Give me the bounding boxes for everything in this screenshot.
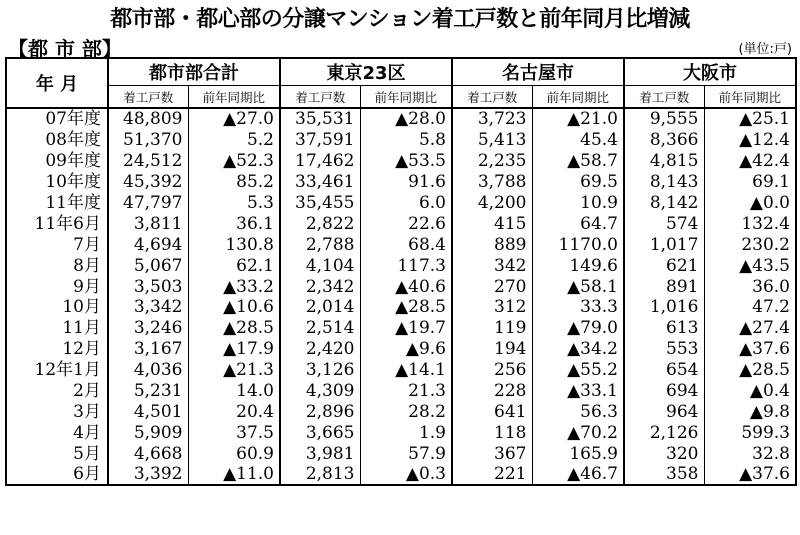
row-label: 10月 bbox=[62, 297, 101, 318]
starts-cell: 47,797 bbox=[108, 193, 188, 214]
starts-cell: 9,555 bbox=[624, 108, 704, 130]
yoy-cell: ▲43.5 bbox=[704, 255, 796, 276]
starts-cell: 2,788 bbox=[280, 234, 360, 255]
starts-cell: 342 bbox=[452, 255, 532, 276]
yoy-cell: ▲21.0 bbox=[532, 108, 624, 130]
yoy-cell: 21.3 bbox=[360, 381, 452, 402]
yoy-cell: 6.0 bbox=[360, 193, 452, 214]
section-label: 【都 市 部】 bbox=[8, 37, 122, 61]
starts-cell: 33,461 bbox=[280, 172, 360, 193]
yoy-cell: ▲28.5 bbox=[360, 297, 452, 318]
table-row bbox=[6, 255, 796, 276]
yoy-cell: ▲33.2 bbox=[188, 276, 280, 297]
starts-cell: 4,036 bbox=[108, 360, 188, 381]
starts-cell: 613 bbox=[624, 318, 704, 339]
row-label: 10年度 bbox=[45, 172, 101, 193]
starts-cell: 358 bbox=[624, 464, 704, 485]
yoy-cell: 37.5 bbox=[188, 422, 280, 443]
starts-cell: 4,815 bbox=[624, 151, 704, 172]
table-row bbox=[6, 401, 796, 422]
starts-cell: 320 bbox=[624, 443, 704, 464]
starts-cell: 256 bbox=[452, 360, 532, 381]
table-row bbox=[6, 213, 796, 234]
table-row bbox=[6, 443, 796, 464]
table-body bbox=[6, 108, 796, 485]
yoy-cell: 56.3 bbox=[532, 401, 624, 422]
row-label: 08年度 bbox=[45, 130, 101, 151]
starts-cell: 5,413 bbox=[452, 130, 532, 151]
table-row bbox=[6, 151, 796, 172]
row-label: 09年度 bbox=[45, 151, 101, 172]
yoy-cell: ▲11.0 bbox=[188, 464, 280, 485]
yoy-cell: 36.0 bbox=[704, 276, 796, 297]
yoy-cell: ▲25.1 bbox=[704, 108, 796, 130]
yoy-cell: ▲37.6 bbox=[704, 464, 796, 485]
yoy-cell: 5.2 bbox=[188, 130, 280, 151]
yoy-cell: ▲28.5 bbox=[188, 318, 280, 339]
yoy-cell: 1.9 bbox=[360, 422, 452, 443]
starts-cell: 3,246 bbox=[108, 318, 188, 339]
starts-cell: 3,981 bbox=[280, 443, 360, 464]
yoy-cell: ▲0.3 bbox=[360, 464, 452, 485]
subheader-yoy: 前年同期比 bbox=[704, 86, 796, 109]
starts-cell: 2,235 bbox=[452, 151, 532, 172]
starts-cell: 2,822 bbox=[280, 213, 360, 234]
group-header: 東京23区 bbox=[280, 58, 452, 86]
subheader-starts: 着工戸数 bbox=[280, 86, 360, 109]
starts-cell: 3,665 bbox=[280, 422, 360, 443]
starts-cell: 2,514 bbox=[280, 318, 360, 339]
yoy-cell: ▲12.4 bbox=[704, 130, 796, 151]
subheader-yoy: 前年同期比 bbox=[360, 86, 452, 109]
yoy-cell: 62.1 bbox=[188, 255, 280, 276]
table-row bbox=[6, 381, 796, 402]
table-row bbox=[6, 297, 796, 318]
starts-cell: 2,126 bbox=[624, 422, 704, 443]
starts-cell: 654 bbox=[624, 360, 704, 381]
starts-cell: 621 bbox=[624, 255, 704, 276]
starts-cell: 3,503 bbox=[108, 276, 188, 297]
yoy-cell: ▲53.5 bbox=[360, 151, 452, 172]
row-label: 07年度 bbox=[45, 109, 101, 130]
starts-cell: 37,591 bbox=[280, 130, 360, 151]
yoy-cell: ▲34.2 bbox=[532, 339, 624, 360]
subheader-starts: 着工戸数 bbox=[452, 86, 532, 109]
starts-cell: 48,809 bbox=[108, 108, 188, 130]
starts-cell: 312 bbox=[452, 297, 532, 318]
row-label: 12年1月 bbox=[34, 360, 101, 381]
subheader-starts: 着工戸数 bbox=[108, 86, 188, 109]
starts-cell: 415 bbox=[452, 213, 532, 234]
yoy-cell: ▲14.1 bbox=[360, 360, 452, 381]
starts-cell: 1,017 bbox=[624, 234, 704, 255]
starts-cell: 694 bbox=[624, 381, 704, 402]
starts-cell: 4,668 bbox=[108, 443, 188, 464]
yoy-cell: ▲55.2 bbox=[532, 360, 624, 381]
starts-cell: 4,200 bbox=[452, 193, 532, 214]
data-table bbox=[5, 57, 797, 486]
yoy-cell: 130.8 bbox=[188, 234, 280, 255]
starts-cell: 194 bbox=[452, 339, 532, 360]
table-row bbox=[6, 318, 796, 339]
subheader-yoy: 前年同期比 bbox=[188, 86, 280, 109]
starts-cell: 119 bbox=[452, 318, 532, 339]
starts-cell: 641 bbox=[452, 401, 532, 422]
group-header: 都市部合計 bbox=[108, 58, 280, 86]
row-label: 9月 bbox=[73, 276, 101, 297]
yoy-cell: 132.4 bbox=[704, 213, 796, 234]
starts-cell: 2,342 bbox=[280, 276, 360, 297]
starts-cell: 2,014 bbox=[280, 297, 360, 318]
row-label: 4月 bbox=[73, 422, 101, 443]
table-row bbox=[6, 422, 796, 443]
yoy-cell: ▲28.0 bbox=[360, 108, 452, 130]
yoy-cell: ▲17.9 bbox=[188, 339, 280, 360]
yoy-cell: 60.9 bbox=[188, 443, 280, 464]
starts-cell: 118 bbox=[452, 422, 532, 443]
starts-cell: 51,370 bbox=[108, 130, 188, 151]
starts-cell: 35,455 bbox=[280, 193, 360, 214]
row-label: 7月 bbox=[73, 234, 101, 255]
starts-cell: 1,016 bbox=[624, 297, 704, 318]
yoy-cell: 22.6 bbox=[360, 213, 452, 234]
table-row bbox=[6, 339, 796, 360]
yoy-cell: ▲9.6 bbox=[360, 339, 452, 360]
yoy-cell: 5.3 bbox=[188, 193, 280, 214]
yoy-cell: 149.6 bbox=[532, 255, 624, 276]
yoy-cell: ▲46.7 bbox=[532, 464, 624, 485]
group-header: 名古屋市 bbox=[452, 58, 624, 86]
starts-cell: 367 bbox=[452, 443, 532, 464]
yoy-cell: ▲70.2 bbox=[532, 422, 624, 443]
starts-cell: 3,723 bbox=[452, 108, 532, 130]
row-label: 11月 bbox=[62, 318, 101, 339]
starts-cell: 17,462 bbox=[280, 151, 360, 172]
group-header: 大阪市 bbox=[624, 58, 796, 86]
starts-cell: 3,167 bbox=[108, 339, 188, 360]
starts-cell: 889 bbox=[452, 234, 532, 255]
yoy-cell: ▲21.3 bbox=[188, 360, 280, 381]
yoy-cell: ▲33.1 bbox=[532, 381, 624, 402]
yoy-cell: 36.1 bbox=[188, 213, 280, 234]
yoy-cell: ▲0.4 bbox=[704, 381, 796, 402]
starts-cell: 35,531 bbox=[280, 108, 360, 130]
starts-cell: 3,126 bbox=[280, 360, 360, 381]
starts-cell: 2,896 bbox=[280, 401, 360, 422]
starts-cell: 221 bbox=[452, 464, 532, 485]
starts-cell: 24,512 bbox=[108, 151, 188, 172]
row-label: 8月 bbox=[73, 255, 101, 276]
subheader-yoy: 前年同期比 bbox=[532, 86, 624, 109]
table-row bbox=[6, 464, 796, 485]
starts-cell: 4,694 bbox=[108, 234, 188, 255]
yoy-cell: ▲40.6 bbox=[360, 276, 452, 297]
row-label: 6月 bbox=[73, 464, 101, 485]
yoy-cell: ▲42.4 bbox=[704, 151, 796, 172]
starts-cell: 45,392 bbox=[108, 172, 188, 193]
yoy-cell: 10.9 bbox=[532, 193, 624, 214]
row-label: 11年6月 bbox=[34, 213, 101, 234]
row-label: 12月 bbox=[62, 339, 101, 360]
yoy-cell: ▲37.6 bbox=[704, 339, 796, 360]
starts-cell: 5,231 bbox=[108, 381, 188, 402]
starts-cell: 4,309 bbox=[280, 381, 360, 402]
yoy-cell: ▲9.8 bbox=[704, 401, 796, 422]
yoy-cell: 47.2 bbox=[704, 297, 796, 318]
yoy-cell: 20.4 bbox=[188, 401, 280, 422]
starts-cell: 8,142 bbox=[624, 193, 704, 214]
yoy-cell: ▲58.1 bbox=[532, 276, 624, 297]
table-row bbox=[6, 172, 796, 193]
yoy-cell: ▲19.7 bbox=[360, 318, 452, 339]
starts-cell: 3,342 bbox=[108, 297, 188, 318]
subheader-starts: 着工戸数 bbox=[624, 86, 704, 109]
yoy-cell: 1170.0 bbox=[532, 234, 624, 255]
starts-cell: 964 bbox=[624, 401, 704, 422]
yoy-cell: 57.9 bbox=[360, 443, 452, 464]
yoy-cell: 64.7 bbox=[532, 213, 624, 234]
starts-cell: 3,811 bbox=[108, 213, 188, 234]
starts-cell: 8,366 bbox=[624, 130, 704, 151]
yoy-cell: 85.2 bbox=[188, 172, 280, 193]
starts-cell: 5,067 bbox=[108, 255, 188, 276]
table-row bbox=[6, 130, 796, 151]
yoy-cell: 32.8 bbox=[704, 443, 796, 464]
unit-label: (単位:戸) bbox=[738, 42, 792, 57]
row-label: 3月 bbox=[73, 401, 101, 422]
starts-cell: 228 bbox=[452, 381, 532, 402]
starts-cell: 5,909 bbox=[108, 422, 188, 443]
yoy-cell: 69.5 bbox=[532, 172, 624, 193]
starts-cell: 270 bbox=[452, 276, 532, 297]
yoy-cell: ▲58.7 bbox=[532, 151, 624, 172]
row-label: 11年度 bbox=[45, 193, 101, 213]
yoy-cell: ▲28.5 bbox=[704, 360, 796, 381]
yoy-cell: 230.2 bbox=[704, 234, 796, 255]
row-header-year-month: 年 月 bbox=[6, 58, 108, 108]
yoy-cell: ▲10.6 bbox=[188, 297, 280, 318]
yoy-cell: ▲27.0 bbox=[188, 108, 280, 130]
row-label: 2月 bbox=[73, 381, 101, 402]
yoy-cell: ▲79.0 bbox=[532, 318, 624, 339]
yoy-cell: 117.3 bbox=[360, 255, 452, 276]
yoy-cell: 14.0 bbox=[188, 381, 280, 402]
table-row bbox=[6, 360, 796, 381]
yoy-cell: 68.4 bbox=[360, 234, 452, 255]
yoy-cell: ▲0.0 bbox=[704, 193, 796, 214]
starts-cell: 3,788 bbox=[452, 172, 532, 193]
yoy-cell: 33.3 bbox=[532, 297, 624, 318]
yoy-cell: 5.8 bbox=[360, 130, 452, 151]
starts-cell: 4,501 bbox=[108, 401, 188, 422]
yoy-cell: ▲52.3 bbox=[188, 151, 280, 172]
starts-cell: 2,420 bbox=[280, 339, 360, 360]
starts-cell: 891 bbox=[624, 276, 704, 297]
yoy-cell: 599.3 bbox=[704, 422, 796, 443]
starts-cell: 553 bbox=[624, 339, 704, 360]
row-label: 5月 bbox=[73, 443, 101, 464]
yoy-cell: 69.1 bbox=[704, 172, 796, 193]
table-row bbox=[6, 108, 796, 130]
yoy-cell: 165.9 bbox=[532, 443, 624, 464]
table-row bbox=[6, 193, 796, 214]
yoy-cell: 45.4 bbox=[532, 130, 624, 151]
page-title: 都市部・都心部の分譲マンション着工戸数と前年同月比増減 bbox=[110, 7, 690, 32]
starts-cell: 574 bbox=[624, 213, 704, 234]
starts-cell: 8,143 bbox=[624, 172, 704, 193]
yoy-cell: ▲27.4 bbox=[704, 318, 796, 339]
starts-cell: 2,813 bbox=[280, 464, 360, 485]
table-row bbox=[6, 234, 796, 255]
yoy-cell: 28.2 bbox=[360, 401, 452, 422]
yoy-cell: 91.6 bbox=[360, 172, 452, 193]
starts-cell: 4,104 bbox=[280, 255, 360, 276]
table-row bbox=[6, 276, 796, 297]
starts-cell: 3,392 bbox=[108, 464, 188, 485]
